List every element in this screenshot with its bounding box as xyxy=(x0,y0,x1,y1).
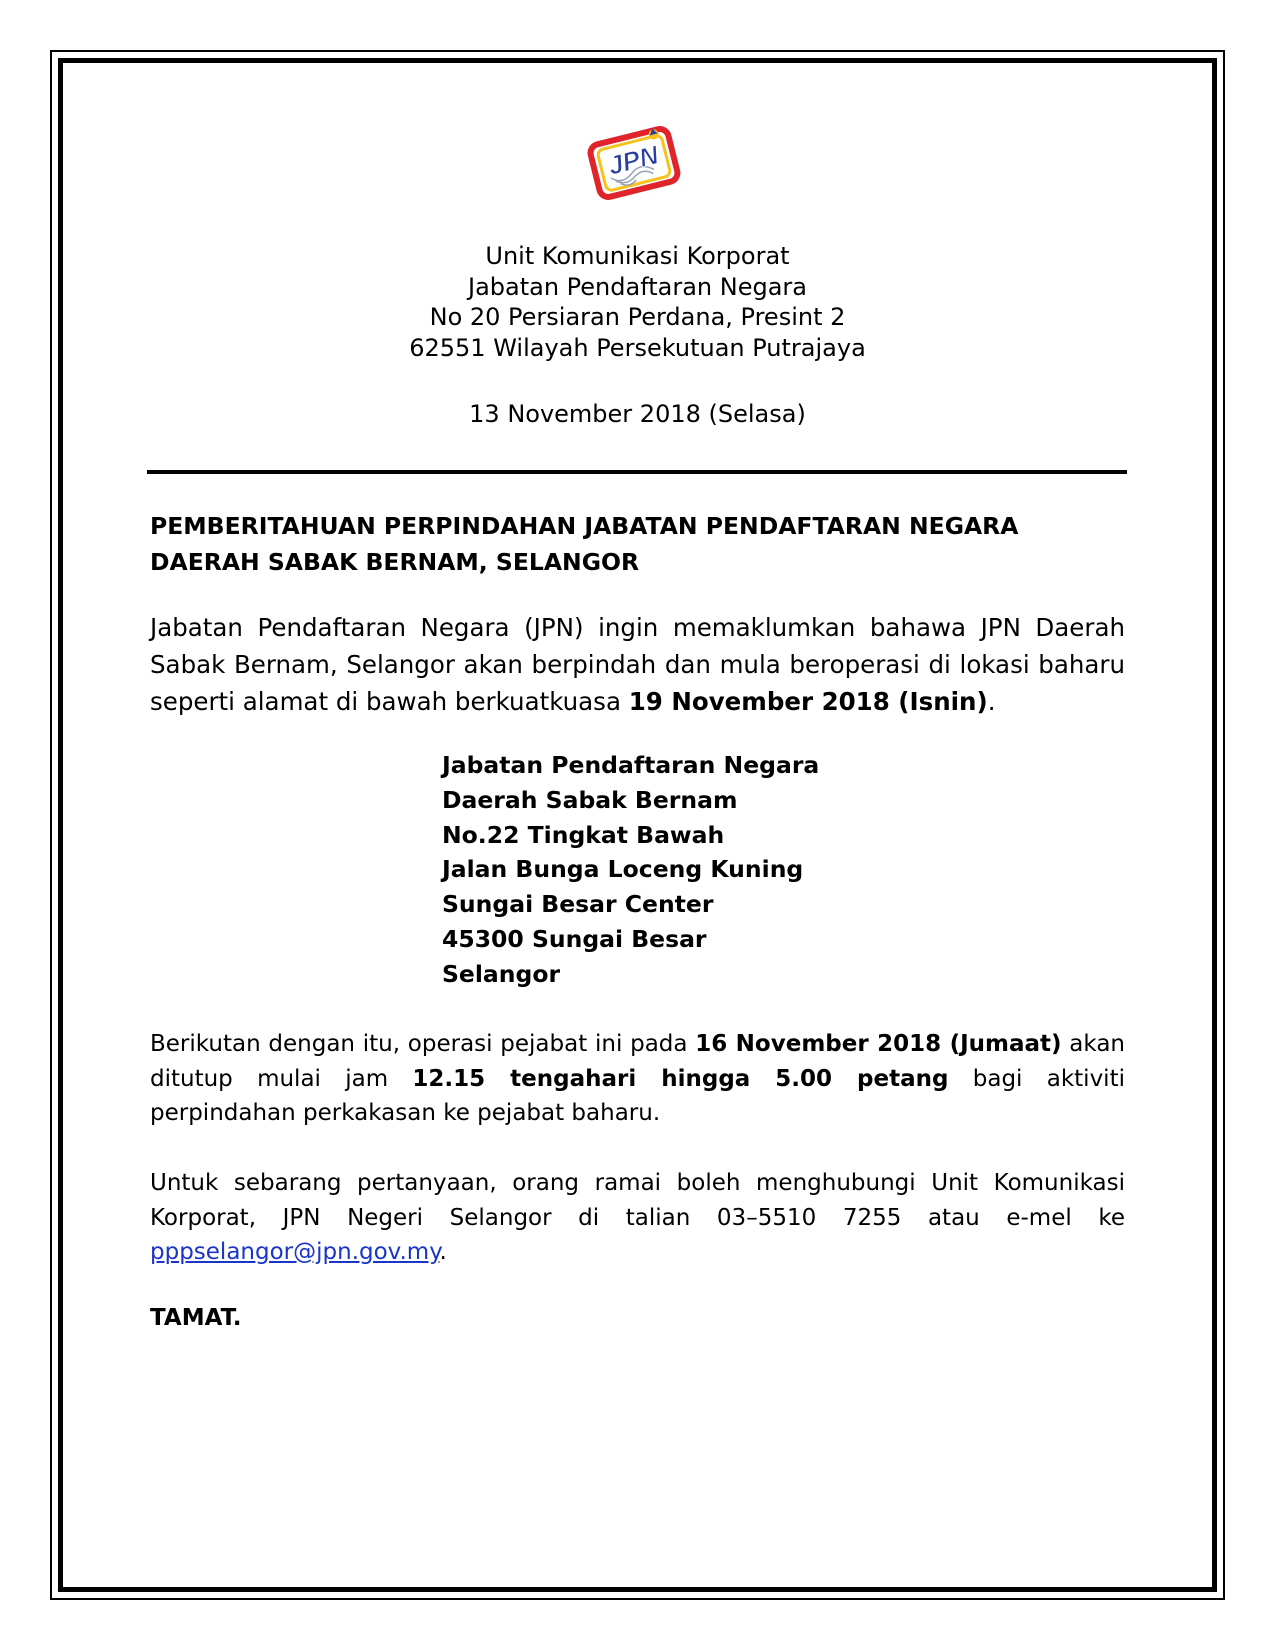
logo-text: JPN xyxy=(605,139,662,181)
sender-line: Jabatan Pendaftaran Negara xyxy=(467,272,807,301)
effective-date: 19 November 2018 (Isnin) xyxy=(628,687,988,716)
sender-line: 62551 Wilayah Persekutuan Putrajaya xyxy=(409,333,866,362)
jpn-logo xyxy=(582,122,686,204)
paragraph-text: Berikutan dengan itu, operasi pejabat ini pada xyxy=(150,1031,696,1057)
address-line: Daerah Sabak Bernam xyxy=(442,785,738,814)
end-marker: TAMAT. xyxy=(150,1305,242,1331)
new-address xyxy=(442,748,819,992)
closure-time: 12.15 tengahari hingga 5.00 petang xyxy=(412,1065,949,1092)
paragraph-text: Untuk sebarang pertanyaan, orang ramai boleh menghubungi Unit Komunikasi Korporat, JPN Negeri Selangor di talian 03–5510 7255 atau e-mel ke xyxy=(150,1170,1125,1231)
paragraph-text: akan ditutup mulai jam xyxy=(150,1031,1125,1092)
divider xyxy=(147,470,1127,474)
email-link[interactable]: pppselangor@jpn.gov.my xyxy=(150,1239,440,1265)
address-line: Jalan Bunga Loceng Kuning xyxy=(442,855,804,884)
document-date: 13 November 2018 (Selasa) xyxy=(469,400,806,428)
sender-line: No 20 Persiaran Perdana, Presint 2 xyxy=(429,303,846,331)
paragraph-closure xyxy=(150,1027,1125,1131)
address-line: No.22 Tingkat Bawah xyxy=(442,820,725,849)
paragraph-contact xyxy=(150,1166,1125,1270)
paragraph-text: bagi aktiviti perpindahan perkakasan ke pejabat baharu. xyxy=(150,1065,1125,1126)
notice-title: PEMBERITAHUAN PERPINDAHAN JABATAN PENDAFTARAN NEGARA DAERAH SABAK BERNAM, SELANGOR xyxy=(150,512,1019,576)
sender-line: Unit Komunikasi Korporat xyxy=(485,242,790,270)
sender-address xyxy=(300,241,975,363)
address-line: Sungai Besar Center xyxy=(442,890,714,919)
closure-date: 16 November 2018 (Jumaat) xyxy=(695,1031,1062,1057)
address-line: Jabatan Pendaftaran Negara xyxy=(442,751,820,779)
paragraph-text: Jabatan Pendaftaran Negara (JPN) ingin memaklumkan bahawa JPN Daerah Sabak Bernam, Selangor akan berpindah dan mula beroperasi di lokasi baharu seperti alamat di bawah berkuatkuasa xyxy=(150,613,1125,716)
paragraph-text: . xyxy=(987,687,996,716)
paragraph-relocation xyxy=(150,609,1125,720)
paragraph-text: . xyxy=(439,1239,447,1265)
address-line: 45300 Sungai Besar xyxy=(442,924,707,953)
address-line: Selangor xyxy=(442,959,561,988)
